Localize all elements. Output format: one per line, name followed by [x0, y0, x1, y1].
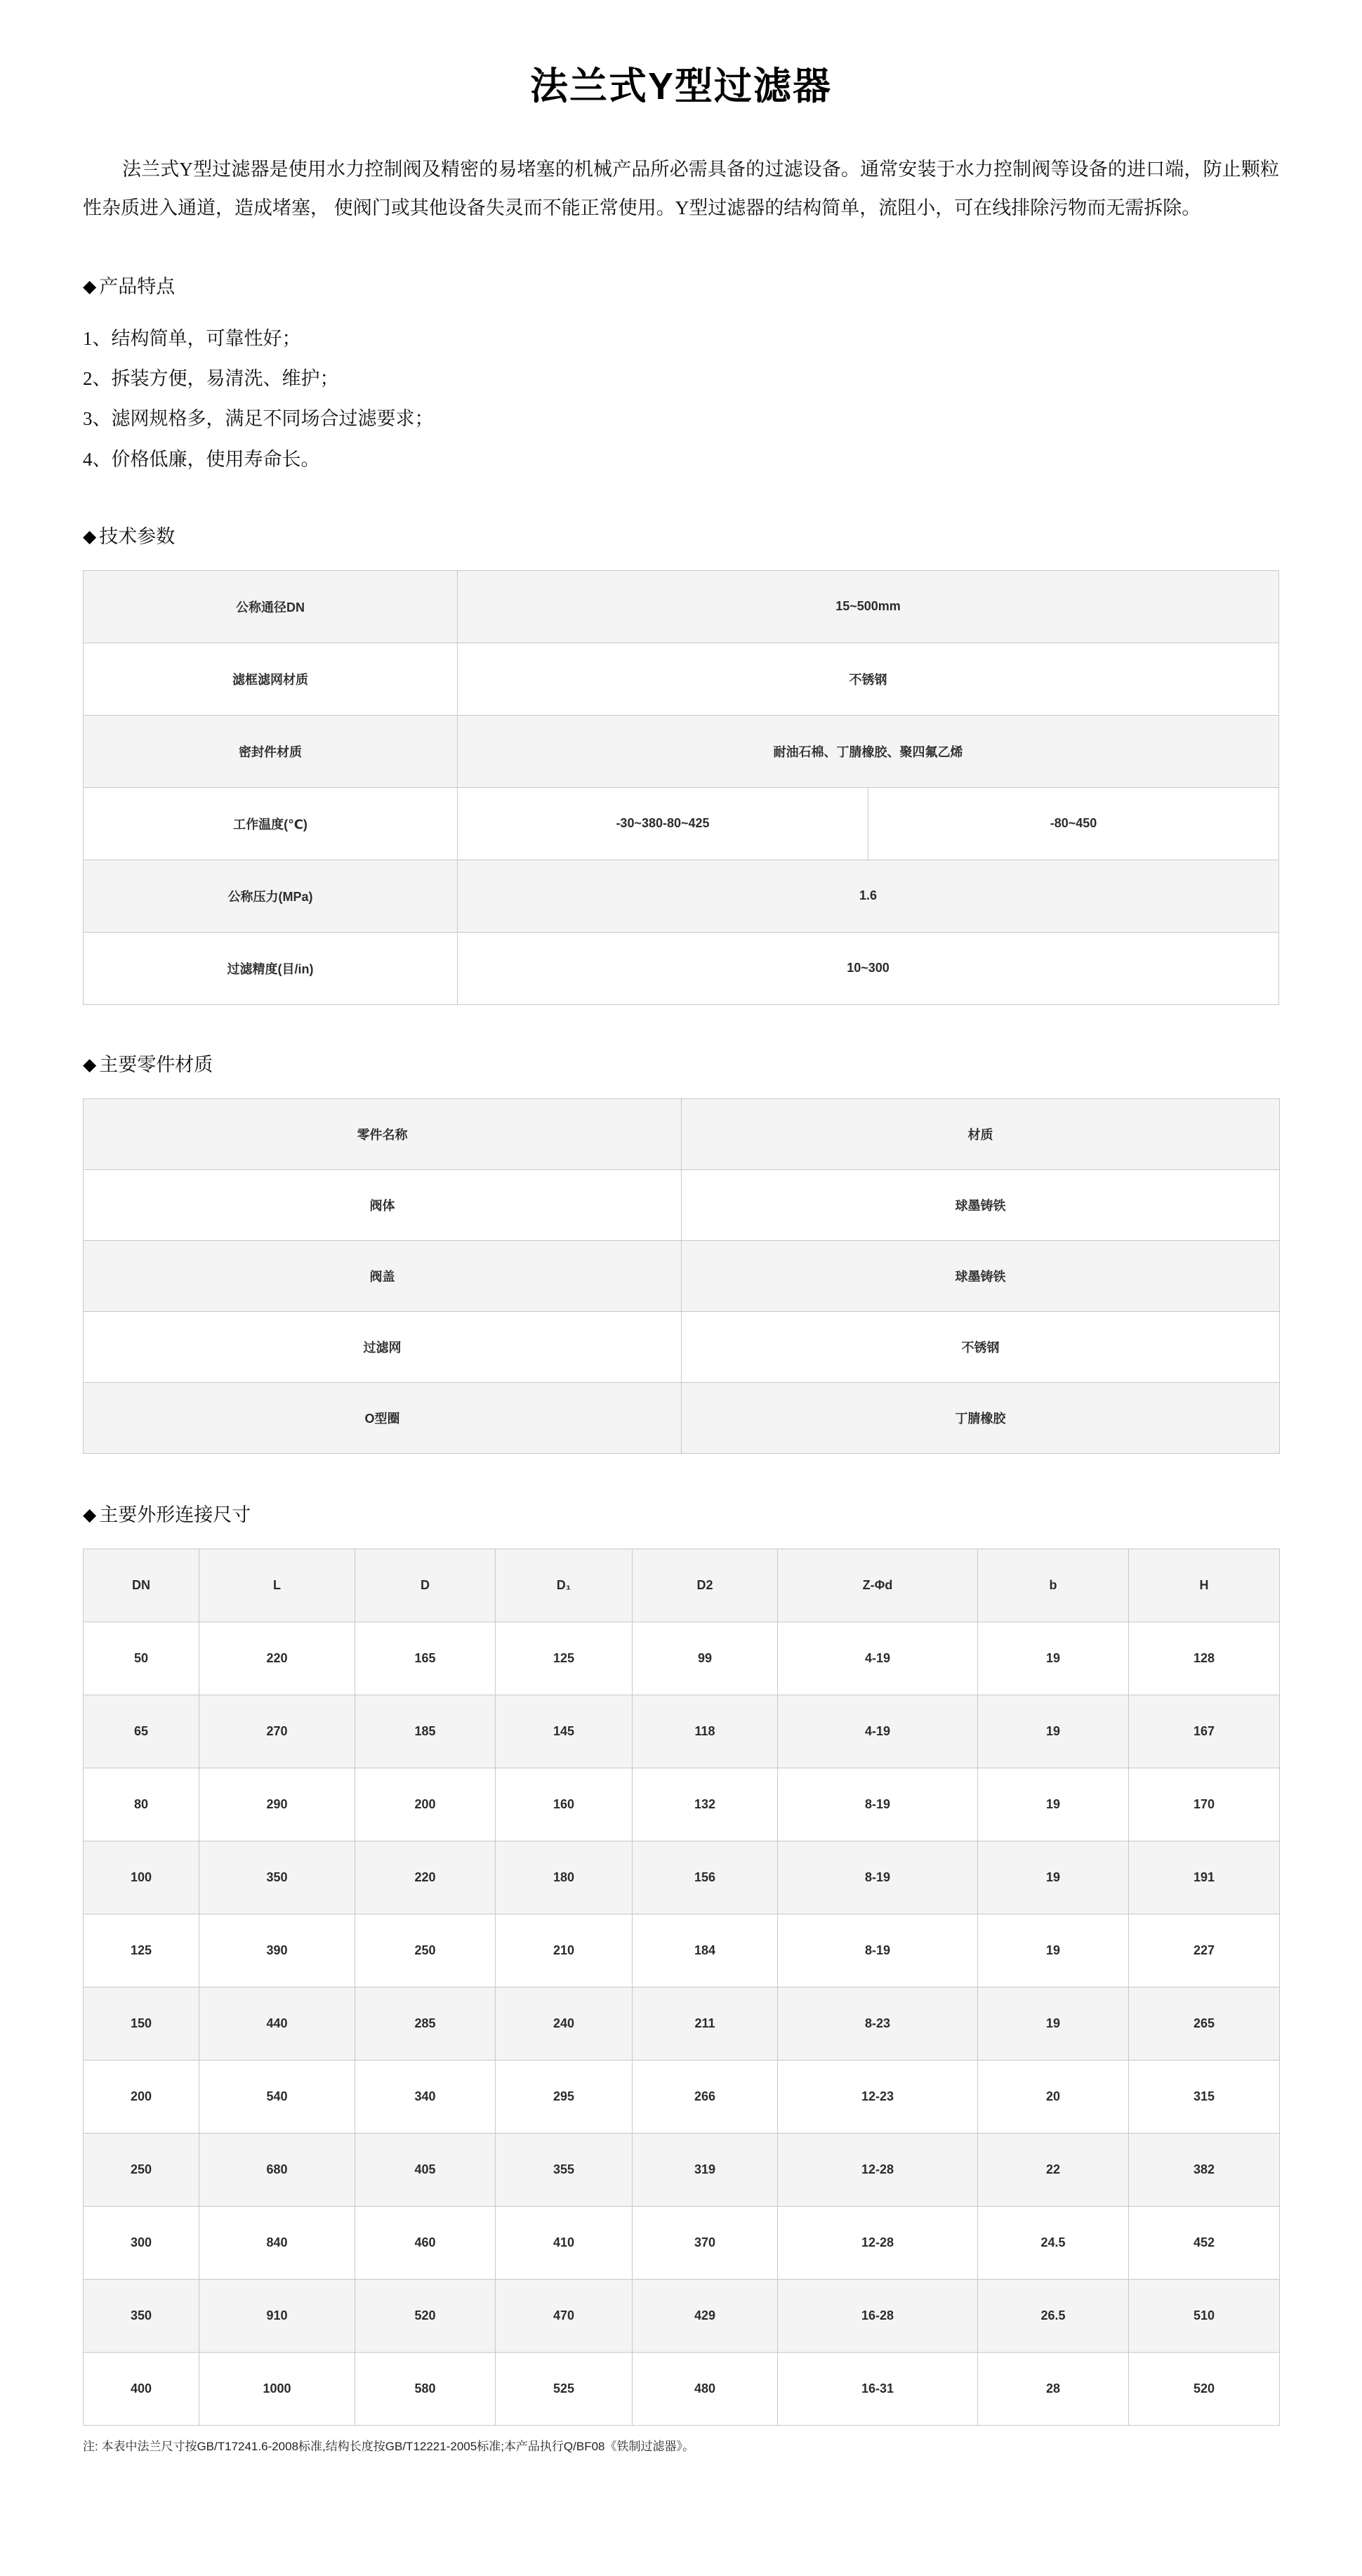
cell-Z-Φd: 12-28: [778, 2207, 978, 2280]
cell-D: 250: [355, 1914, 496, 1987]
cell-D2: 480: [633, 2353, 778, 2426]
column-header-h: H: [1129, 1549, 1280, 1622]
column-header-dn: DN: [84, 1549, 199, 1622]
table-row: [84, 1312, 1280, 1383]
table-row: [84, 2134, 1280, 2207]
dimensions-table-wrap: [83, 1549, 1279, 2426]
cell-D2: 99: [633, 1622, 778, 1695]
cell-D2: 156: [633, 1841, 778, 1914]
section-heading-dimensions-label: 主要外形连接尺寸: [99, 1504, 251, 1526]
param-label: 工作温度(℃): [84, 787, 458, 860]
cell-H: 191: [1129, 1841, 1280, 1914]
cell-DN: 80: [84, 1768, 199, 1841]
cell-Z-Φd: 8-19: [778, 1768, 978, 1841]
cell-D₁: 410: [496, 2207, 633, 2280]
list-item: 4、价格低廉，使用寿命长。: [83, 448, 320, 470]
cell-D2: 266: [633, 2061, 778, 2134]
cell-b: 19: [978, 1914, 1129, 1987]
cell-L: 350: [199, 1841, 355, 1914]
param-label: 公称压力(MPa): [84, 860, 458, 932]
cell-H: 128: [1129, 1622, 1280, 1695]
diamond-bullet-icon: ◆: [83, 277, 97, 296]
diamond-bullet-icon: ◆: [83, 1056, 97, 1075]
param-value: 耐油石棉、丁腈橡胶、聚四氟乙烯: [458, 715, 1279, 787]
cell-b: 19: [978, 1768, 1129, 1841]
param-value: 1.6: [458, 860, 1279, 932]
cell-D: 580: [355, 2353, 496, 2426]
table-header-row: [84, 1549, 1280, 1622]
cell-b: 22: [978, 2134, 1129, 2207]
cell-Z-Φd: 4-19: [778, 1695, 978, 1768]
cell-D2: 319: [633, 2134, 778, 2207]
list-item: 3、滤网规格多，满足不同场合过滤要求；: [83, 408, 434, 430]
cell-D2: 184: [633, 1914, 778, 1987]
column-header-z-phi-d: Z-Φd: [778, 1549, 978, 1622]
column-header-b: b: [978, 1549, 1129, 1622]
cell-material: 不锈钢: [682, 1312, 1280, 1383]
param-label: 公称通径DN: [84, 570, 458, 643]
table-row: [84, 1383, 1280, 1454]
cell-H: 315: [1129, 2061, 1280, 2134]
cell-Z-Φd: 12-28: [778, 2134, 978, 2207]
cell-Z-Φd: 16-31: [778, 2353, 978, 2426]
cell-D2: 370: [633, 2207, 778, 2280]
section-heading-parts-material-label: 主要零件材质: [99, 1053, 213, 1075]
tech-params-table-wrap: [83, 570, 1279, 1005]
cell-H: 452: [1129, 2207, 1280, 2280]
cell-DN: 65: [84, 1695, 199, 1768]
cell-material: 丁腈橡胶: [682, 1383, 1280, 1454]
cell-b: 19: [978, 1622, 1129, 1695]
table-row: [84, 1768, 1280, 1841]
cell-part-name: 阀盖: [84, 1241, 682, 1312]
cell-DN: 100: [84, 1841, 199, 1914]
param-label: 过滤精度(目/in): [84, 932, 458, 1004]
cell-Z-Φd: 8-19: [778, 1841, 978, 1914]
cell-L: 390: [199, 1914, 355, 1987]
table-row: [84, 643, 1279, 715]
column-header-l: L: [199, 1549, 355, 1622]
cell-D₁: 240: [496, 1987, 633, 2061]
table-row: [84, 1170, 1280, 1241]
table-row: [84, 1841, 1280, 1914]
table-row: [84, 1622, 1280, 1695]
section-heading-tech-params-label: 技术参数: [99, 525, 176, 547]
table-row: [84, 2061, 1280, 2134]
cell-H: 170: [1129, 1768, 1280, 1841]
parts-material-table: [83, 1098, 1280, 1454]
cell-H: 520: [1129, 2353, 1280, 2426]
cell-L: 440: [199, 1987, 355, 2061]
table-row: [84, 2207, 1280, 2280]
cell-L: 220: [199, 1622, 355, 1695]
document-page: [0, 25, 1362, 2576]
dimensions-footnote: 注: 本表中法兰尺寸按GB/T17241.6-2008标准,结构长度按GB/T12221-2005标准;本产品执行Q/BF08《铁制过滤器》。: [83, 2440, 694, 2454]
section-heading-parts-material: [83, 1050, 1362, 1080]
param-value: 10~300: [458, 932, 1279, 1004]
section-heading-tech-params: [83, 522, 1362, 552]
table-row: [84, 1914, 1280, 1987]
cell-DN: 150: [84, 1987, 199, 2061]
cell-D: 405: [355, 2134, 496, 2207]
page-title: 法兰式Y型过滤器: [529, 65, 833, 108]
cell-D2: 118: [633, 1695, 778, 1768]
param-value-secondary: -80~450: [868, 787, 1279, 860]
cell-DN: 200: [84, 2061, 199, 2134]
cell-D₁: 355: [496, 2134, 633, 2207]
cell-Z-Φd: 16-28: [778, 2280, 978, 2353]
cell-b: 24.5: [978, 2207, 1129, 2280]
parts-material-table-wrap: [83, 1098, 1279, 1454]
intro-paragraph: 法兰式Y型过滤器是使用水力控制阀及精密的易堵塞的机械产品所必需具备的过滤设备。通常安装于水力控制阀等设备的进口端，防止颗粒性杂质进入通道，造成堵塞， 使阀门或其他设备失灵而不能正常使用。Y型过滤器的结构简单，流阻小，可在线排除污物而无需拆除。: [83, 158, 1279, 219]
cell-DN: 300: [84, 2207, 199, 2280]
dimensions-table: [83, 1549, 1280, 2426]
cell-b: 19: [978, 1987, 1129, 2061]
cell-D2: 211: [633, 1987, 778, 2061]
param-value: 不锈钢: [458, 643, 1279, 715]
cell-D₁: 210: [496, 1914, 633, 1987]
table-row: [84, 932, 1279, 1004]
cell-DN: 125: [84, 1914, 199, 1987]
cell-material: 球墨铸铁: [682, 1170, 1280, 1241]
table-row: [84, 570, 1279, 643]
cell-D: 200: [355, 1768, 496, 1841]
list-item: 2、拆装方便，易清洗、维护；: [83, 368, 339, 390]
cell-L: 680: [199, 2134, 355, 2207]
cell-part-name: 过滤网: [84, 1312, 682, 1383]
cell-D: 340: [355, 2061, 496, 2134]
cell-D: 285: [355, 1987, 496, 2061]
cell-L: 290: [199, 1768, 355, 1841]
cell-material: 球墨铸铁: [682, 1241, 1280, 1312]
param-value: -30~380-80~425: [458, 787, 868, 860]
cell-part-name: O型圈: [84, 1383, 682, 1454]
cell-D: 460: [355, 2207, 496, 2280]
feature-list: [83, 319, 1362, 480]
list-item: 1、结构简单，可靠性好；: [83, 327, 301, 349]
cell-Z-Φd: 8-23: [778, 1987, 978, 2061]
cell-L: 910: [199, 2280, 355, 2353]
cell-DN: 250: [84, 2134, 199, 2207]
cell-D₁: 125: [496, 1622, 633, 1695]
cell-b: 19: [978, 1695, 1129, 1768]
cell-H: 510: [1129, 2280, 1280, 2353]
table-row: [84, 860, 1279, 932]
table-header-row: [84, 1099, 1280, 1170]
table-row: [84, 2280, 1280, 2353]
cell-H: 382: [1129, 2134, 1280, 2207]
cell-L: 540: [199, 2061, 355, 2134]
cell-D: 165: [355, 1622, 496, 1695]
cell-part-name: 阀体: [84, 1170, 682, 1241]
param-label: 滤框滤网材质: [84, 643, 458, 715]
cell-DN: 50: [84, 1622, 199, 1695]
cell-H: 227: [1129, 1914, 1280, 1987]
cell-D₁: 525: [496, 2353, 633, 2426]
table-row: [84, 787, 1279, 860]
section-heading-features: [83, 272, 1362, 302]
column-header-part-name: 零件名称: [84, 1099, 682, 1170]
cell-D2: 132: [633, 1768, 778, 1841]
diamond-bullet-icon: ◆: [83, 527, 97, 546]
column-header-d: D: [355, 1549, 496, 1622]
diamond-bullet-icon: ◆: [83, 1506, 97, 1525]
cell-H: 167: [1129, 1695, 1280, 1768]
cell-D₁: 295: [496, 2061, 633, 2134]
cell-b: 19: [978, 1841, 1129, 1914]
cell-D₁: 145: [496, 1695, 633, 1768]
cell-L: 270: [199, 1695, 355, 1768]
cell-D₁: 180: [496, 1841, 633, 1914]
table-row: [84, 1241, 1280, 1312]
cell-D: 520: [355, 2280, 496, 2353]
cell-L: 840: [199, 2207, 355, 2280]
param-value: 15~500mm: [458, 570, 1279, 643]
column-header-d2: D2: [633, 1549, 778, 1622]
cell-L: 1000: [199, 2353, 355, 2426]
column-header-d1: D₁: [496, 1549, 633, 1622]
cell-b: 20: [978, 2061, 1129, 2134]
cell-D2: 429: [633, 2280, 778, 2353]
column-header-material: 材质: [682, 1099, 1280, 1170]
tech-params-table: [83, 570, 1279, 1005]
cell-Z-Φd: 4-19: [778, 1622, 978, 1695]
cell-D₁: 470: [496, 2280, 633, 2353]
section-heading-dimensions: [83, 1500, 1362, 1530]
param-label: 密封件材质: [84, 715, 458, 787]
cell-D: 185: [355, 1695, 496, 1768]
table-row: [84, 1695, 1280, 1768]
section-heading-features-label: 产品特点: [99, 275, 176, 297]
cell-D: 220: [355, 1841, 496, 1914]
cell-b: 28: [978, 2353, 1129, 2426]
cell-Z-Φd: 8-19: [778, 1914, 978, 1987]
table-row: [84, 1987, 1280, 2061]
table-row: [84, 715, 1279, 787]
cell-D₁: 160: [496, 1768, 633, 1841]
cell-Z-Φd: 12-23: [778, 2061, 978, 2134]
cell-DN: 350: [84, 2280, 199, 2353]
cell-H: 265: [1129, 1987, 1280, 2061]
table-row: [84, 2353, 1280, 2426]
cell-b: 26.5: [978, 2280, 1129, 2353]
cell-DN: 400: [84, 2353, 199, 2426]
